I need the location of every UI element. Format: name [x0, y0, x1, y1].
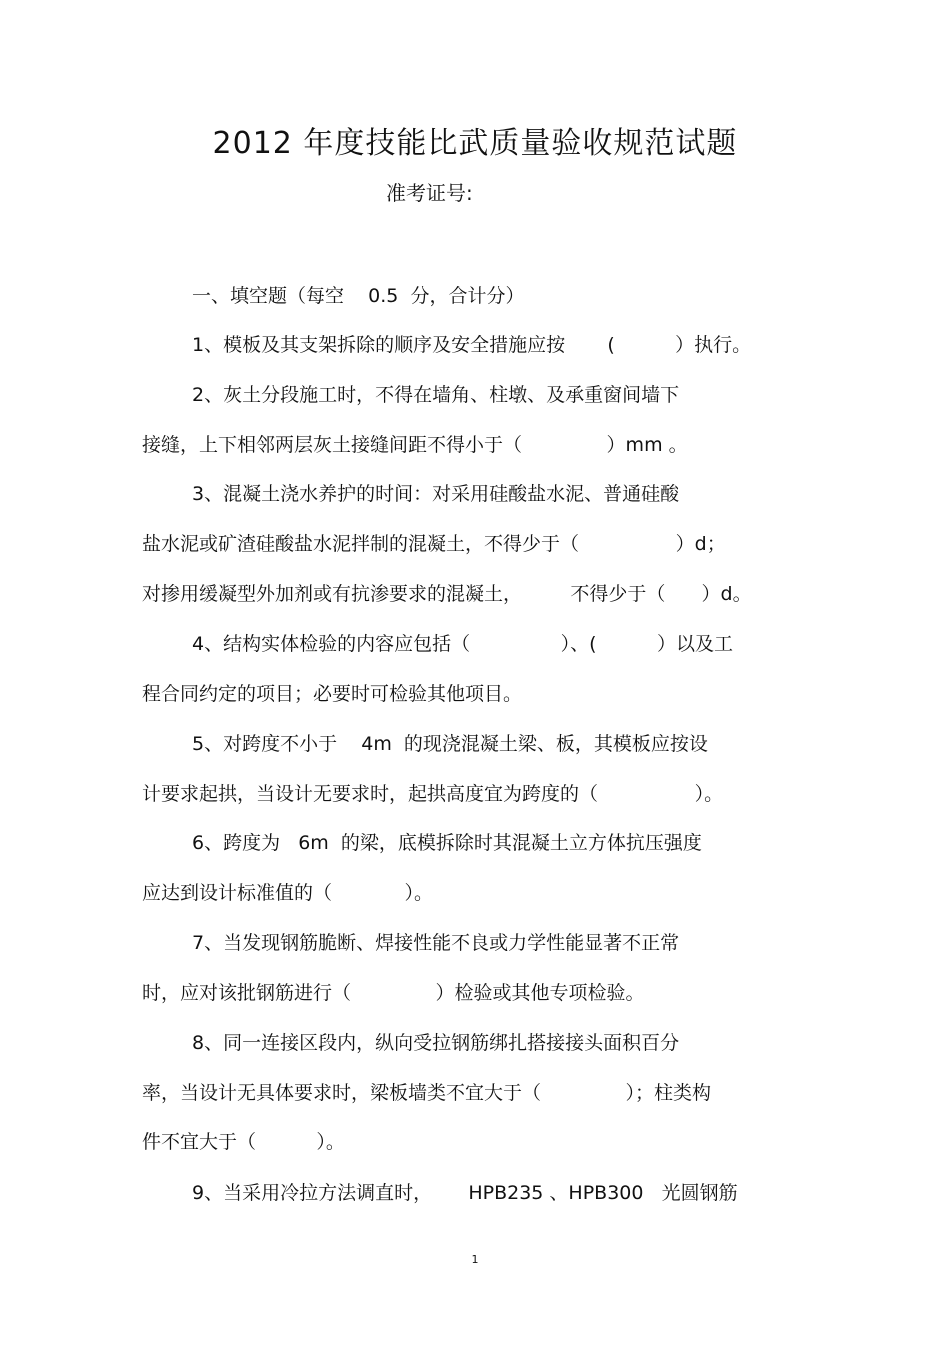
question-8-continuation: 率，当设计无具体要求时，梁板墙类不宜大于（ ）；柱类构 — [142, 1082, 712, 1104]
question-3-line: 3、混凝土浇水养护的时间：对采用硅酸盐水泥、普通硅酸 — [192, 483, 680, 505]
section-heading: 一、填空题（每空 0.5 分，合计分） — [192, 285, 525, 307]
page-number: 1 — [471, 1253, 479, 1266]
question-2-line: 2、灰土分段施工时，不得在墙角、柱墩、及承重窗间墙下 — [192, 384, 680, 406]
question-3-continuation: 盐水泥或矿渣硅酸盐水泥拌制的混凝土，不得少于（ ）d； — [142, 533, 726, 555]
question-3-continuation: 对掺用缓凝型外加剂或有抗渗要求的混凝土， 不得少于（ ）d。 — [142, 583, 752, 605]
question-6-line: 6、跨度为 6m 的梁，底模拆除时其混凝土立方体抗压强度 — [192, 832, 702, 854]
question-7-continuation: 时，应对该批钢筋进行（ ）检验或其他专项检验。 — [142, 982, 645, 1004]
question-1-line: 1、模板及其支架拆除的顺序及安全措施应按 ( ）执行。 — [192, 334, 752, 356]
question-4-continuation: 程合同约定的项目；必要时可检验其他项目。 — [142, 683, 523, 705]
exam-id-label: 准考证号: — [386, 181, 473, 205]
question-2-continuation: 接缝，上下相邻两层灰土接缝间距不得小于（ ）mm 。 — [142, 434, 688, 456]
document-title: 2012 年度技能比武质量验收规范试题 — [212, 126, 738, 161]
question-9-line: 9、当采用冷拉方法调直时， HPB235 、HPB300 光圆钢筋 — [192, 1182, 738, 1204]
question-8-continuation: 件不宜大于（ ）。 — [142, 1131, 345, 1153]
question-4-line: 4、结构实体检验的内容应包括（ ）、( ）以及工 — [192, 633, 733, 655]
question-5-continuation: 计要求起拱，当设计无要求时，起拱高度宜为跨度的（ ）。 — [142, 783, 724, 805]
question-6-continuation: 应达到设计标准值的（ ）。 — [142, 882, 433, 904]
question-5-line: 5、对跨度不小于 4m 的现浇混凝土梁、板，其模板应按设 — [192, 733, 708, 755]
question-8-line: 8、同一连接区段内，纵向受拉钢筋绑扎搭接接头面积百分 — [192, 1032, 680, 1054]
question-7-line: 7、当发现钢筋脆断、焊接性能不良或力学性能显著不正常 — [192, 932, 680, 954]
